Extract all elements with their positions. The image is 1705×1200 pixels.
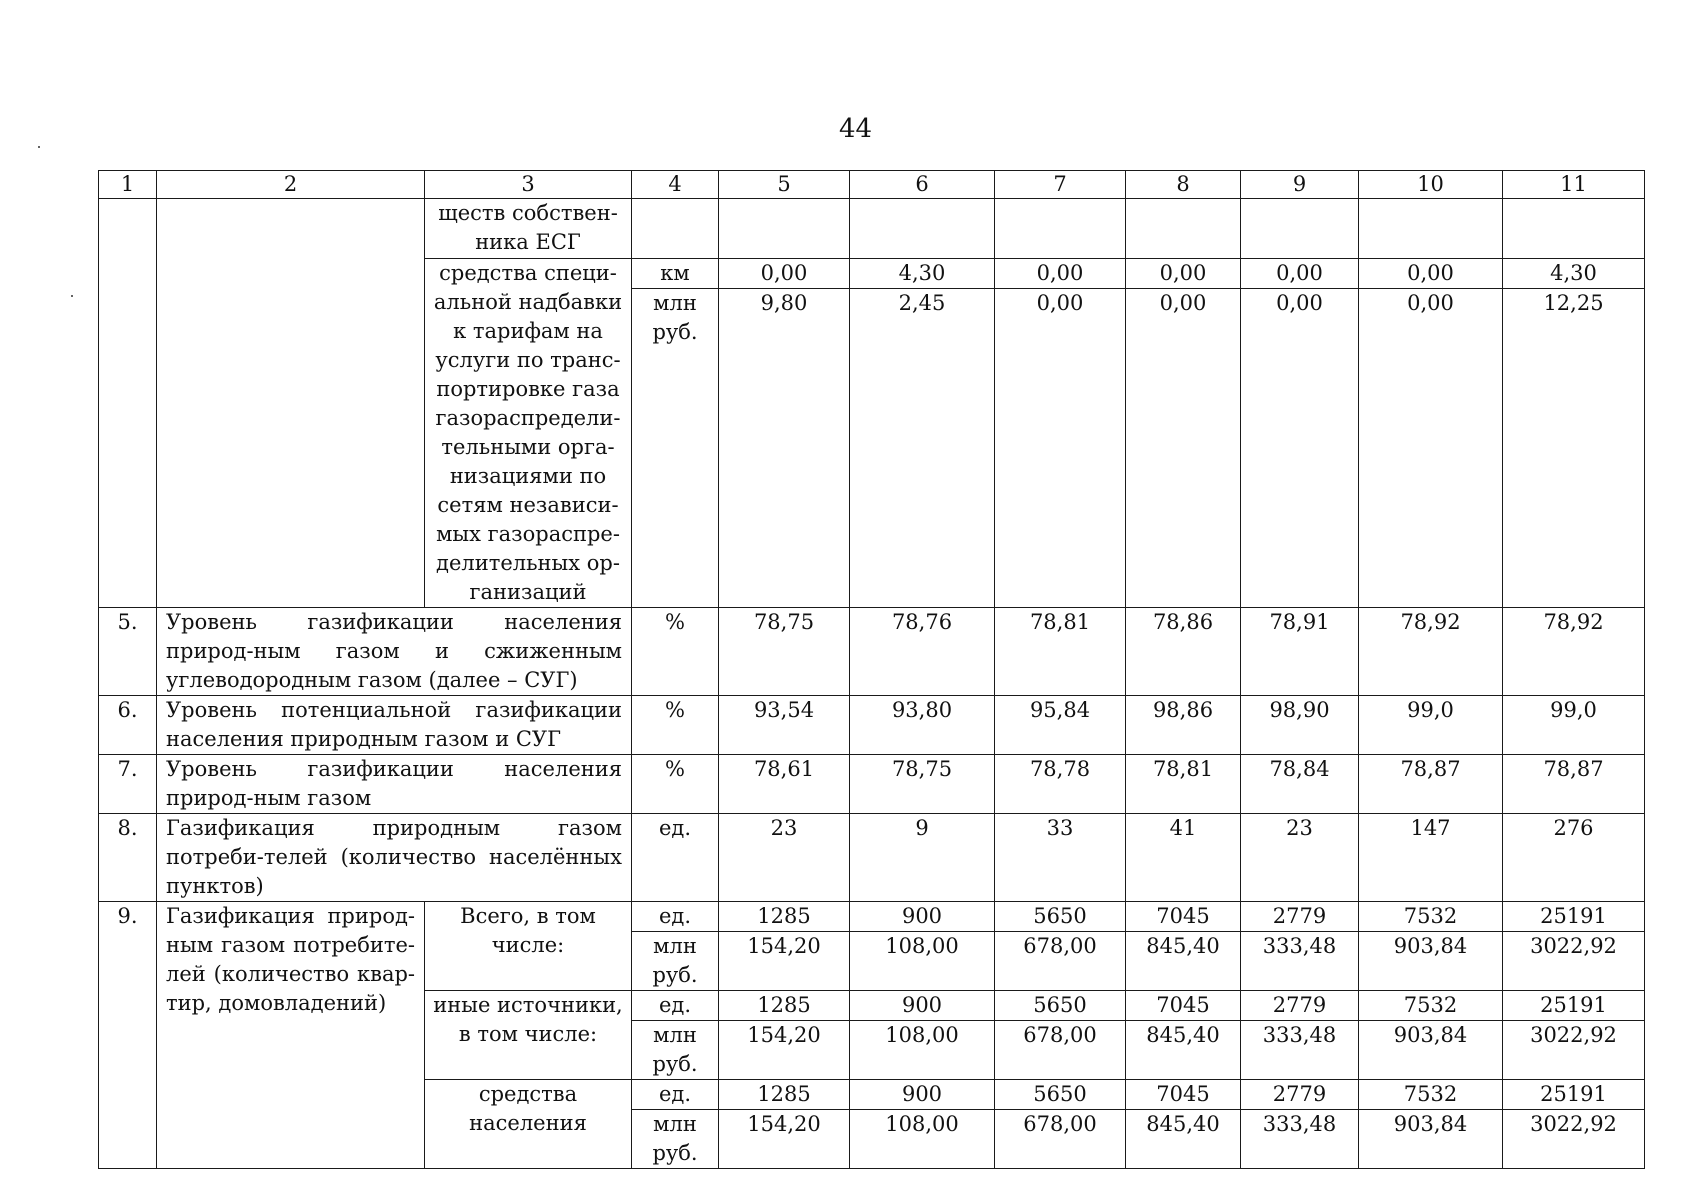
value-cell: 900 [850, 1080, 995, 1110]
value-cell: 108,00 [850, 1110, 995, 1169]
value-cell: 78,75 [850, 755, 995, 814]
value-cell: 78,87 [1503, 755, 1645, 814]
value-cell: 0,00 [1126, 289, 1241, 608]
value-cell: 7045 [1126, 1080, 1241, 1110]
value-cell: 78,91 [1241, 608, 1359, 696]
value-cell: 95,84 [995, 696, 1126, 755]
value-cell: 5650 [995, 902, 1126, 932]
value-cell: 333,48 [1241, 1021, 1359, 1080]
value-cell: 0,00 [995, 259, 1126, 289]
value-cell: 678,00 [995, 932, 1126, 991]
value-cell: 108,00 [850, 932, 995, 991]
value-cell [850, 199, 995, 259]
unit-cell: ед. [632, 1080, 719, 1110]
value-cell: 0,00 [1359, 289, 1503, 608]
value-cell: 2779 [1241, 991, 1359, 1021]
row-number: 8. [99, 814, 157, 902]
value-cell: 678,00 [995, 1110, 1126, 1169]
row-label: Уровень газификации населения природ-ным газом [157, 755, 632, 814]
header-cell: 1 [99, 171, 157, 199]
value-cell: 3022,92 [1503, 932, 1645, 991]
value-cell: 12,25 [1503, 289, 1645, 608]
header-cell: 9 [1241, 171, 1359, 199]
value-cell: 78,84 [1241, 755, 1359, 814]
value-cell: 98,90 [1241, 696, 1359, 755]
value-cell: 0,00 [995, 289, 1126, 608]
header-row [99, 171, 1645, 199]
header-cell: 2 [157, 171, 425, 199]
row-number: 7. [99, 755, 157, 814]
row-number: 9. [99, 902, 157, 1169]
value-cell: 78,75 [719, 608, 850, 696]
value-cell: 78,78 [995, 755, 1126, 814]
value-cell: 5650 [995, 991, 1126, 1021]
value-cell: 78,92 [1503, 608, 1645, 696]
value-cell: 0,00 [1241, 289, 1359, 608]
value-cell: 903,84 [1359, 1110, 1503, 1169]
value-cell: 7532 [1359, 902, 1503, 932]
table-row [99, 902, 1645, 932]
value-cell: 845,40 [1126, 1110, 1241, 1169]
value-cell: 4,30 [1503, 259, 1645, 289]
value-cell: 23 [719, 814, 850, 902]
row-label: Газификация природ-ным газом потребите-лей (количество квар-тир, домовладений) [157, 902, 425, 1169]
value-cell: 0,00 [1241, 259, 1359, 289]
value-cell: 900 [850, 902, 995, 932]
row-number: 6. [99, 696, 157, 755]
unit-cell [632, 199, 719, 259]
value-cell: 333,48 [1241, 932, 1359, 991]
header-cell: 11 [1503, 171, 1645, 199]
value-cell: 154,20 [719, 1110, 850, 1169]
value-cell: 3022,92 [1503, 1110, 1645, 1169]
table-row [99, 199, 1645, 259]
value-cell: 1285 [719, 902, 850, 932]
value-cell: 78,81 [1126, 755, 1241, 814]
value-cell: 276 [1503, 814, 1645, 902]
value-cell: 99,0 [1503, 696, 1645, 755]
value-cell: 154,20 [719, 932, 850, 991]
header-cell: 3 [425, 171, 632, 199]
value-cell: 33 [995, 814, 1126, 902]
unit-cell: ед. [632, 814, 719, 902]
value-cell: 333,48 [1241, 1110, 1359, 1169]
value-cell: 78,81 [995, 608, 1126, 696]
value-cell: 2,45 [850, 289, 995, 608]
value-cell: 154,20 [719, 1021, 850, 1080]
value-cell: 78,86 [1126, 608, 1241, 696]
unit-cell: млн руб. [632, 932, 719, 991]
header-cell: 7 [995, 171, 1126, 199]
sub-label-cell: Всего, в том числе: [425, 902, 632, 991]
row-label: Уровень газификации населения природ-ным газом и сжиженным углеводородным газом (далее – СУГ) [157, 608, 632, 696]
value-cell: 1285 [719, 991, 850, 1021]
value-cell: 23 [1241, 814, 1359, 902]
header-cell: 5 [719, 171, 850, 199]
sub-label-cell: ществ собствен-ника ЕСГ [425, 199, 632, 259]
unit-cell: % [632, 608, 719, 696]
value-cell: 93,54 [719, 696, 850, 755]
value-cell: 0,00 [1359, 259, 1503, 289]
value-cell: 98,86 [1126, 696, 1241, 755]
value-cell: 2779 [1241, 902, 1359, 932]
value-cell: 903,84 [1359, 1021, 1503, 1080]
value-cell: 99,0 [1359, 696, 1503, 755]
value-cell [1503, 199, 1645, 259]
unit-cell: ед. [632, 902, 719, 932]
page-number: 44 [838, 114, 873, 144]
indicators-table [98, 170, 1645, 1169]
sub-label-cell: средства населения [425, 1080, 632, 1169]
value-cell: 900 [850, 991, 995, 1021]
value-cell: 93,80 [850, 696, 995, 755]
table-row [99, 696, 1645, 755]
header-cell: 10 [1359, 171, 1503, 199]
value-cell: 0,00 [719, 259, 850, 289]
unit-cell: км [632, 259, 719, 289]
value-cell: 678,00 [995, 1021, 1126, 1080]
value-cell: 41 [1126, 814, 1241, 902]
value-cell: 903,84 [1359, 932, 1503, 991]
value-cell: 78,92 [1359, 608, 1503, 696]
value-cell: 4,30 [850, 259, 995, 289]
value-cell: 7045 [1126, 991, 1241, 1021]
sub-label-cell: иные источники, в том числе: [425, 991, 632, 1080]
unit-cell: млн руб. [632, 1110, 719, 1169]
value-cell: 25191 [1503, 1080, 1645, 1110]
value-cell: 0,00 [1126, 259, 1241, 289]
value-cell: 5650 [995, 1080, 1126, 1110]
value-cell: 78,87 [1359, 755, 1503, 814]
header-cell: 6 [850, 171, 995, 199]
table-row [99, 755, 1645, 814]
unit-cell: % [632, 755, 719, 814]
value-cell: 9 [850, 814, 995, 902]
value-cell [1359, 199, 1503, 259]
value-cell: 7045 [1126, 902, 1241, 932]
unit-cell: млн руб. [632, 289, 719, 608]
header-cell: 8 [1126, 171, 1241, 199]
value-cell: 1285 [719, 1080, 850, 1110]
value-cell: 845,40 [1126, 932, 1241, 991]
label-cell [157, 199, 425, 608]
row-label: Газификация природным газом потреби-телей (количество населённых пунктов) [157, 814, 632, 902]
value-cell [995, 199, 1126, 259]
value-cell: 7532 [1359, 1080, 1503, 1110]
value-cell [719, 199, 850, 259]
value-cell: 3022,92 [1503, 1021, 1645, 1080]
unit-cell: ед. [632, 991, 719, 1021]
value-cell: 2779 [1241, 1080, 1359, 1110]
table-row [99, 608, 1645, 696]
table-row [99, 814, 1645, 902]
value-cell: 78,61 [719, 755, 850, 814]
header-cell: 4 [632, 171, 719, 199]
unit-cell: % [632, 696, 719, 755]
sub-label-cell: средства специ-альной надбавки к тарифам на услуги по транс-портировке газа газораспредели-тельными орга-низациями по сетям независи-мых газораспре-делительных ор-ганизаций [425, 259, 632, 608]
value-cell: 25191 [1503, 902, 1645, 932]
value-cell: 147 [1359, 814, 1503, 902]
scan-speck [38, 146, 40, 148]
value-cell: 25191 [1503, 991, 1645, 1021]
value-cell: 9,80 [719, 289, 850, 608]
value-cell [1241, 199, 1359, 259]
value-cell: 78,76 [850, 608, 995, 696]
value-cell: 7532 [1359, 991, 1503, 1021]
scan-speck [71, 295, 73, 297]
value-cell [1126, 199, 1241, 259]
num-cell [99, 199, 157, 608]
value-cell: 108,00 [850, 1021, 995, 1080]
value-cell: 845,40 [1126, 1021, 1241, 1080]
unit-cell: млн руб. [632, 1021, 719, 1080]
row-label: Уровень потенциальной газификации населения природным газом и СУГ [157, 696, 632, 755]
row-number: 5. [99, 608, 157, 696]
